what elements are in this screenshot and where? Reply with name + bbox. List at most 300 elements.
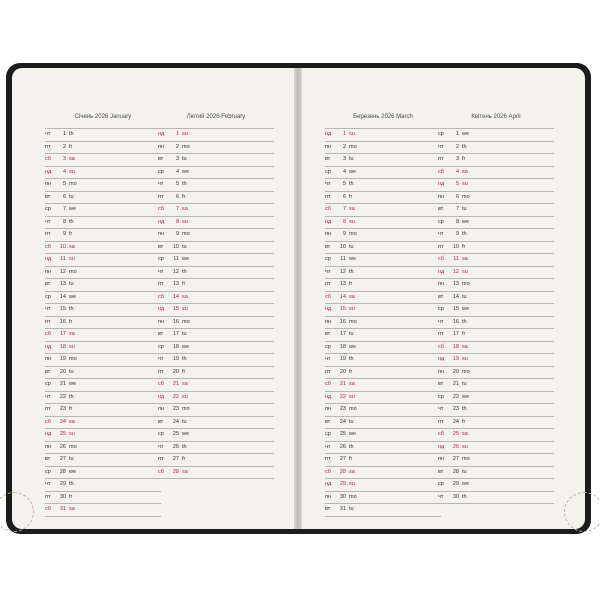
- day-number: 8: [62, 218, 66, 225]
- day-abbr: tu: [349, 418, 354, 425]
- day-of-week: вт: [438, 293, 444, 300]
- day-of-week: чт: [438, 318, 444, 325]
- day-of-week: сб: [45, 331, 51, 337]
- day-row: [158, 342, 274, 355]
- day-row: [158, 442, 274, 455]
- day-number: 10: [452, 243, 459, 250]
- day-number: 23: [172, 406, 179, 412]
- day-row: [45, 392, 161, 405]
- day-abbr: sa: [182, 468, 188, 475]
- day-row: [438, 492, 554, 505]
- day-row: [45, 128, 161, 142]
- day-row: [325, 479, 441, 492]
- day-abbr: we: [182, 168, 190, 175]
- day-row: [45, 242, 164, 255]
- day-row: [438, 267, 554, 280]
- day-row: [45, 429, 161, 442]
- day-abbr: we: [69, 381, 77, 387]
- day-of-week: ср: [438, 131, 444, 137]
- day-of-week: пт: [438, 331, 444, 337]
- day-abbr: th: [182, 443, 187, 450]
- day-of-week: ср: [438, 306, 444, 312]
- day-of-week: сб: [325, 381, 331, 387]
- day-row: [325, 254, 441, 267]
- day-row: [438, 192, 554, 205]
- day-row: [45, 442, 164, 455]
- day-abbr: we: [462, 393, 470, 400]
- month-title: Січень 2026 January: [74, 114, 132, 120]
- day-row: [438, 254, 554, 267]
- month-title: Лютий 2026 February: [186, 114, 246, 120]
- day-number: 16: [452, 318, 459, 325]
- day-number: 20: [339, 368, 346, 375]
- day-of-week: нд: [325, 481, 332, 487]
- corner-mark-left: [0, 492, 34, 532]
- day-abbr: fr: [69, 493, 73, 500]
- day-abbr: fr: [69, 406, 73, 412]
- day-abbr: sa: [349, 381, 355, 387]
- day-of-week: пн: [158, 231, 165, 237]
- day-row: [45, 417, 164, 430]
- day-row: [325, 379, 444, 392]
- day-abbr: su: [349, 306, 355, 312]
- day-row: [438, 128, 554, 142]
- day-of-week: чт: [158, 356, 164, 362]
- day-row: [438, 204, 554, 217]
- day-row: [45, 142, 161, 155]
- day-of-week: пт: [158, 193, 164, 200]
- day-of-week: чт: [45, 481, 51, 487]
- day-of-week: пт: [45, 406, 51, 412]
- day-number: 9: [455, 231, 459, 237]
- day-abbr: th: [349, 268, 354, 275]
- day-number: 22: [452, 393, 459, 400]
- day-row: [158, 229, 274, 242]
- day-number: 4: [62, 168, 66, 175]
- day-number: 30: [452, 493, 459, 500]
- day-abbr: fr: [69, 231, 73, 237]
- day-abbr: tu: [462, 293, 467, 300]
- day-row: [325, 329, 441, 342]
- day-of-week: пн: [45, 181, 52, 187]
- day-of-week: вт: [325, 331, 331, 337]
- day-number: 5: [455, 181, 459, 187]
- day-abbr: fr: [182, 368, 186, 375]
- day-abbr: fr: [349, 368, 353, 375]
- day-row: [158, 217, 274, 230]
- day-abbr: th: [462, 493, 467, 500]
- day-row: [158, 142, 274, 155]
- day-number: 26: [59, 443, 66, 450]
- day-number: 27: [59, 456, 66, 462]
- day-row: [325, 267, 441, 280]
- day-abbr: sa: [182, 381, 188, 387]
- day-number: 25: [452, 431, 459, 437]
- day-of-week: сб: [45, 506, 51, 512]
- day-of-week: чт: [45, 393, 51, 400]
- day-row: [158, 292, 274, 305]
- day-of-week: вт: [325, 156, 331, 162]
- day-number: 3: [62, 156, 66, 162]
- day-of-week: ср: [45, 381, 51, 387]
- day-row: [325, 128, 441, 142]
- day-of-week: пт: [325, 368, 331, 375]
- day-row: [325, 292, 444, 305]
- day-of-week: чт: [158, 181, 164, 187]
- day-number: 7: [62, 206, 66, 212]
- day-of-week: нд: [45, 256, 52, 262]
- day-number: 6: [62, 193, 66, 200]
- day-row: [325, 417, 441, 430]
- day-number: 24: [339, 418, 346, 425]
- day-abbr: mo: [182, 318, 190, 325]
- day-row: [158, 192, 274, 205]
- day-number: 28: [452, 468, 459, 475]
- day-abbr: we: [182, 256, 190, 262]
- day-abbr: tu: [69, 456, 74, 462]
- day-of-week: пн: [325, 318, 332, 325]
- day-of-week: сб: [438, 168, 444, 175]
- day-abbr: th: [462, 406, 467, 412]
- day-number: 4: [175, 168, 179, 175]
- day-number: 5: [175, 181, 179, 187]
- day-abbr: sa: [69, 506, 75, 512]
- day-abbr: sa: [69, 418, 75, 425]
- day-of-week: нд: [158, 393, 165, 400]
- day-row: [45, 379, 161, 392]
- day-row: [438, 329, 554, 342]
- day-of-week: пт: [45, 318, 51, 325]
- day-abbr: mo: [349, 406, 357, 412]
- day-row: [158, 367, 274, 380]
- day-row: [45, 492, 161, 505]
- day-number: 15: [59, 306, 66, 312]
- day-of-week: вт: [438, 468, 444, 475]
- day-of-week: ср: [158, 431, 164, 437]
- day-number: 17: [339, 331, 346, 337]
- day-abbr: tu: [182, 156, 187, 162]
- day-number: 8: [175, 218, 179, 225]
- day-of-week: ср: [438, 481, 444, 487]
- day-number: 4: [342, 168, 346, 175]
- day-number: 16: [59, 318, 66, 325]
- day-abbr: th: [69, 393, 74, 400]
- day-number: 9: [342, 231, 346, 237]
- day-of-week: нд: [438, 181, 445, 187]
- day-of-week: нд: [325, 131, 332, 137]
- day-row: [325, 154, 441, 167]
- day-row: [438, 217, 554, 230]
- day-row: [325, 492, 444, 505]
- day-row: [438, 342, 554, 355]
- day-abbr: tu: [69, 193, 74, 200]
- day-abbr: mo: [182, 231, 190, 237]
- day-number: 25: [59, 431, 66, 437]
- day-of-week: ср: [158, 343, 164, 350]
- day-number: 11: [60, 256, 66, 262]
- day-row: [438, 229, 554, 242]
- day-abbr: mo: [69, 181, 77, 187]
- day-abbr: we: [462, 131, 470, 137]
- day-number: 26: [452, 443, 459, 450]
- day-of-week: нд: [158, 218, 165, 225]
- day-of-week: пн: [325, 143, 332, 150]
- day-row: [158, 267, 274, 280]
- day-row: [325, 142, 444, 155]
- day-of-week: чт: [325, 356, 331, 362]
- day-abbr: we: [349, 343, 357, 350]
- day-of-week: сб: [158, 293, 164, 300]
- day-row: [45, 254, 161, 267]
- day-abbr: su: [349, 218, 355, 225]
- day-number: 9: [175, 231, 179, 237]
- day-abbr: su: [349, 393, 355, 400]
- day-of-week: нд: [45, 431, 52, 437]
- day-abbr: we: [182, 431, 190, 437]
- day-of-week: пн: [438, 281, 445, 287]
- day-abbr: su: [462, 268, 468, 275]
- day-of-week: сб: [158, 381, 164, 387]
- day-number: 28: [339, 468, 346, 475]
- day-row: [325, 342, 441, 355]
- day-number: 23: [339, 406, 346, 412]
- day-abbr: sa: [349, 468, 355, 475]
- day-abbr: th: [349, 443, 354, 450]
- day-of-week: сб: [325, 468, 331, 475]
- day-row: [325, 217, 441, 230]
- day-row: [325, 167, 441, 180]
- day-number: 13: [172, 281, 179, 287]
- day-of-week: ср: [325, 343, 331, 350]
- day-abbr: mo: [69, 443, 77, 450]
- day-of-week: чт: [325, 181, 331, 187]
- day-number: 14: [452, 293, 459, 300]
- day-of-week: вт: [45, 281, 51, 287]
- day-row: [45, 267, 164, 280]
- day-of-week: вт: [325, 243, 331, 250]
- day-of-week: чт: [158, 443, 164, 450]
- day-of-week: вт: [45, 368, 51, 375]
- day-row: [325, 367, 441, 380]
- day-row: [438, 454, 554, 467]
- day-row: [325, 467, 444, 480]
- day-list: [325, 128, 444, 517]
- day-number: 23: [452, 406, 459, 412]
- day-of-week: нд: [325, 306, 332, 312]
- day-abbr: tu: [462, 468, 467, 475]
- day-number: 1: [175, 131, 179, 137]
- day-number: 18: [59, 343, 66, 350]
- day-abbr: su: [349, 131, 355, 137]
- day-number: 6: [342, 193, 346, 200]
- day-number: 20: [452, 368, 459, 375]
- day-row: [438, 279, 554, 292]
- day-row: [158, 179, 274, 192]
- day-abbr: mo: [349, 143, 357, 150]
- day-number: 19: [339, 356, 346, 362]
- day-number: 23: [59, 406, 66, 412]
- day-of-week: пт: [45, 493, 51, 500]
- month-january: [45, 114, 164, 517]
- day-number: 14: [339, 293, 346, 300]
- day-row: [325, 317, 444, 330]
- day-abbr: th: [69, 306, 74, 312]
- day-of-week: чт: [325, 443, 331, 450]
- day-number: 25: [172, 431, 179, 437]
- day-row: [45, 154, 164, 167]
- day-of-week: ср: [45, 293, 51, 300]
- day-row: [158, 128, 274, 142]
- day-number: 31: [59, 506, 66, 512]
- day-of-week: пт: [158, 456, 164, 462]
- day-row: [438, 429, 554, 442]
- day-row: [325, 404, 444, 417]
- day-abbr: tu: [349, 506, 354, 512]
- day-of-week: вт: [158, 331, 164, 337]
- day-row: [438, 379, 554, 392]
- day-row: [158, 429, 274, 442]
- day-abbr: sa: [69, 331, 75, 337]
- day-number: 25: [339, 431, 346, 437]
- day-number: 24: [59, 418, 66, 425]
- day-abbr: su: [69, 431, 75, 437]
- day-row: [325, 229, 444, 242]
- day-number: 18: [452, 343, 459, 350]
- day-number: 2: [342, 143, 346, 150]
- day-row: [325, 242, 441, 255]
- book-gutter: [294, 68, 302, 529]
- day-number: 20: [59, 368, 66, 375]
- day-row: [45, 404, 161, 417]
- day-row: [325, 304, 441, 317]
- day-number: 12: [172, 268, 179, 275]
- month-april: [438, 114, 554, 504]
- day-abbr: su: [462, 181, 468, 187]
- day-abbr: tu: [462, 381, 467, 387]
- day-number: 8: [342, 218, 346, 225]
- day-row: [45, 467, 161, 480]
- day-of-week: пн: [45, 356, 52, 362]
- day-abbr: mo: [462, 193, 470, 200]
- day-number: 2: [175, 143, 179, 150]
- day-row: [158, 404, 274, 417]
- month-march: [325, 114, 444, 517]
- day-number: 1: [62, 131, 66, 137]
- day-of-week: сб: [45, 418, 51, 425]
- day-abbr: fr: [182, 281, 186, 287]
- day-of-week: ср: [45, 468, 51, 475]
- day-of-week: нд: [158, 306, 165, 312]
- day-of-week: пт: [438, 156, 444, 162]
- day-of-week: пн: [158, 406, 165, 412]
- day-row: [158, 204, 274, 217]
- day-number: 12: [452, 268, 459, 275]
- day-number: 13: [59, 281, 66, 287]
- day-of-week: пн: [158, 143, 165, 150]
- day-row: [158, 304, 274, 317]
- day-of-week: вт: [325, 506, 331, 512]
- day-abbr: fr: [462, 156, 466, 162]
- day-number: 5: [342, 181, 346, 187]
- day-abbr: tu: [182, 418, 187, 425]
- day-abbr: tu: [69, 281, 74, 287]
- day-abbr: tu: [182, 243, 187, 250]
- day-abbr: tu: [349, 331, 354, 337]
- day-number: 4: [455, 168, 459, 175]
- day-abbr: sa: [349, 293, 355, 300]
- day-abbr: we: [349, 168, 357, 175]
- day-number: 14: [59, 293, 66, 300]
- day-of-week: чт: [45, 218, 51, 225]
- day-of-week: нд: [325, 218, 332, 225]
- day-abbr: we: [462, 218, 470, 225]
- day-row: [438, 242, 554, 255]
- day-number: 17: [452, 331, 459, 337]
- day-of-week: нд: [438, 268, 445, 275]
- day-row: [438, 179, 554, 192]
- day-row: [158, 254, 274, 267]
- day-abbr: th: [462, 318, 467, 325]
- day-abbr: we: [69, 293, 77, 300]
- day-number: 26: [339, 443, 346, 450]
- day-number: 8: [455, 218, 459, 225]
- day-number: 6: [455, 193, 459, 200]
- day-abbr: sa: [462, 431, 468, 437]
- corner-mark-right: [564, 492, 600, 532]
- day-of-week: пн: [45, 443, 52, 450]
- day-row: [158, 154, 274, 167]
- day-of-week: сб: [438, 431, 444, 437]
- day-number: 7: [342, 206, 346, 212]
- day-abbr: we: [462, 481, 470, 487]
- day-of-week: вт: [438, 206, 444, 212]
- day-number: 3: [455, 156, 459, 162]
- day-row: [45, 367, 161, 380]
- day-of-week: пт: [438, 418, 444, 425]
- day-abbr: we: [182, 343, 190, 350]
- day-number: 28: [172, 468, 179, 475]
- day-number: 17: [172, 331, 179, 337]
- day-row: [158, 467, 274, 480]
- day-abbr: mo: [349, 493, 357, 500]
- day-abbr: su: [462, 356, 468, 362]
- day-abbr: mo: [69, 356, 77, 362]
- day-number: 29: [339, 481, 346, 487]
- day-abbr: mo: [182, 406, 190, 412]
- day-row: [45, 229, 161, 242]
- day-of-week: пт: [325, 456, 331, 462]
- day-number: 9: [62, 231, 66, 237]
- day-number: 6: [175, 193, 179, 200]
- day-of-week: ср: [325, 256, 331, 262]
- day-number: 29: [452, 481, 459, 487]
- day-row: [325, 204, 444, 217]
- day-number: 10: [339, 243, 346, 250]
- day-abbr: th: [462, 231, 467, 237]
- month-title: Березень 2026 March: [353, 114, 413, 120]
- day-row: [45, 454, 161, 467]
- day-abbr: th: [182, 356, 187, 362]
- day-row: [438, 367, 554, 380]
- day-row: [158, 379, 274, 392]
- day-abbr: su: [182, 393, 188, 400]
- day-number: 18: [339, 343, 346, 350]
- day-of-week: пн: [438, 456, 445, 462]
- day-abbr: th: [69, 481, 74, 487]
- day-of-week: пн: [438, 368, 445, 375]
- day-of-week: сб: [325, 293, 331, 300]
- day-number: 21: [59, 381, 66, 387]
